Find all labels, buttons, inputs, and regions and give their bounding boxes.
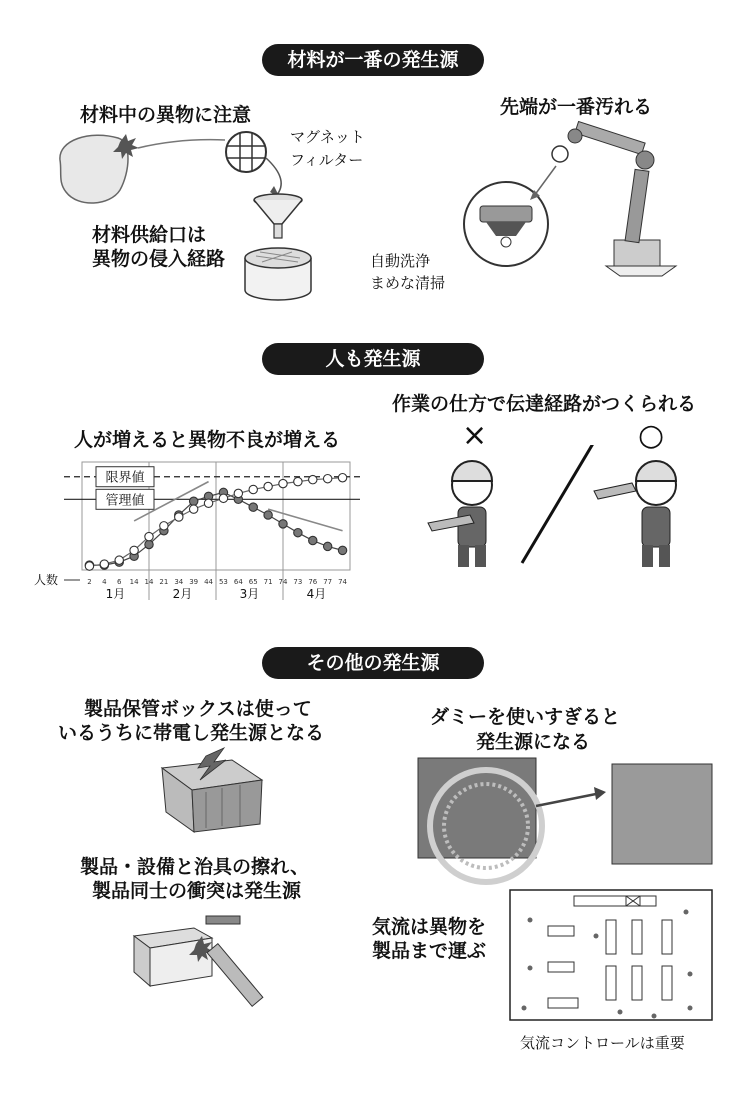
series-1-point — [279, 479, 287, 487]
caption-rub-line2: 製品同士の衝突は発生源 — [92, 880, 302, 902]
series-0-point — [189, 497, 197, 505]
defect-chart — [30, 452, 375, 612]
x-tick-label: 53 — [218, 578, 228, 586]
series-1-point — [85, 562, 93, 570]
zoom-arrow — [534, 166, 556, 196]
flow-arrow-1 — [138, 140, 225, 148]
section3-illustrations — [0, 740, 748, 1040]
caption-inlet-line1: 材料供給口は — [92, 224, 207, 246]
funnel-icon — [254, 194, 302, 238]
surface-photo — [612, 764, 712, 864]
mark-good: ○ — [638, 418, 665, 453]
series-0-point — [264, 511, 272, 519]
worker-bad-icon — [428, 461, 492, 567]
series-0-point — [338, 546, 346, 554]
series-1-point — [204, 499, 212, 507]
x-tick-label: 44 — [204, 578, 214, 586]
series-1-point — [115, 556, 123, 564]
series-1-point — [100, 560, 108, 568]
x-tick-label: 74 — [278, 578, 288, 586]
month-label: 2月 — [172, 587, 193, 601]
x-tick-label: 71 — [263, 578, 273, 586]
photo-arrow — [536, 794, 596, 806]
x-tick-label: 21 — [159, 578, 169, 586]
series-1-point — [189, 505, 197, 513]
x-tick-label: 4 — [102, 578, 107, 586]
series-1-point — [234, 489, 242, 497]
x-tick-label: 73 — [293, 578, 303, 586]
label-magnet-line2: フィルター — [290, 151, 364, 169]
worker-good-icon — [594, 461, 676, 567]
section1-title: 材料が一番の発生源 — [262, 44, 484, 76]
reference-label: 管理値 — [105, 493, 145, 509]
series-1-point — [294, 477, 302, 485]
magnet-filter-icon — [226, 132, 266, 172]
x-tick-label: 39 — [189, 578, 199, 586]
caption-air-line2: 製品まで運ぶ — [372, 940, 487, 962]
material-blob-icon — [60, 135, 128, 203]
caption-clean-line1: 自動洗浄 — [370, 252, 431, 270]
section2-title: 人も発生源 — [262, 343, 484, 375]
section3-title: その他の発生源 — [262, 647, 484, 679]
caption-clean-line2: まめな清掃 — [370, 274, 446, 292]
label-magnet-line1: マグネット — [290, 128, 365, 146]
caption-rub-line1: 製品・設備と治具の擦れ、 — [80, 856, 310, 878]
air-flow-layout — [510, 890, 712, 1020]
caption-dummy-line1: ダミーを使いすぎると — [430, 706, 621, 728]
caption-air-control: 気流コントロールは重要 — [520, 1034, 685, 1052]
caption-work-method: 作業の仕方で伝達経路がつくられる — [392, 393, 697, 415]
caption-air-line1: 気流は異物を — [372, 916, 487, 938]
series-0-point — [249, 503, 257, 511]
x-tick-label: 6 — [116, 578, 122, 586]
series-1-point — [175, 513, 183, 521]
caption-tip-dirty: 先端が一番汚れる — [500, 96, 653, 118]
series-1-point — [338, 474, 346, 482]
x-tick-label: 77 — [323, 578, 333, 586]
section1-illustrations — [0, 0, 748, 320]
series-1-point — [219, 494, 227, 502]
mark-bad: × — [462, 418, 488, 453]
series-0-point — [145, 540, 153, 548]
x-tick-label: 64 — [233, 578, 243, 586]
series-0-point — [309, 536, 317, 544]
worker-illustrations — [420, 445, 720, 585]
caption-chart: 人が増えると異物不良が増える — [74, 429, 341, 451]
series-1-point — [309, 475, 317, 483]
trend-arrow-down — [268, 509, 342, 531]
month-label: 4月 — [306, 587, 327, 601]
month-label: 1月 — [105, 587, 126, 601]
series-1-point — [130, 546, 138, 554]
divider-slash — [522, 445, 610, 563]
series-1-point — [249, 485, 257, 493]
caption-box-line2: いるうちに帯電し発生源となる — [58, 722, 325, 744]
reference-label: 限界値 — [105, 470, 145, 486]
series-1-point — [323, 474, 331, 482]
material-drum-icon — [245, 248, 311, 300]
x-tick-label: 2 — [87, 578, 92, 586]
robot-arm-icon — [568, 121, 676, 276]
caption-box-line1: 製品保管ボックスは使って — [84, 698, 312, 720]
caption-dummy-line2: 発生源になる — [476, 731, 591, 753]
series-0-point — [323, 542, 331, 550]
x-tick-label: 14 — [144, 578, 154, 586]
series-0-point — [279, 520, 287, 528]
series-1-point — [160, 522, 168, 530]
rubbing-jig-icon — [134, 916, 263, 1006]
caption-inlet-line2: 異物の侵入経路 — [92, 248, 226, 270]
x-tick-label: 74 — [338, 578, 348, 586]
series-1-point — [145, 532, 153, 540]
series-0-point — [294, 528, 302, 536]
x-row-label: 人数 — [34, 573, 59, 587]
month-label: 3月 — [239, 587, 260, 601]
x-tick-label: 76 — [308, 578, 318, 586]
series-1-point — [264, 482, 272, 490]
x-tick-label: 14 — [129, 578, 139, 586]
caption-foreign-matter: 材料中の異物に注意 — [80, 104, 252, 126]
x-tick-label: 65 — [248, 578, 258, 586]
x-tick-label: 34 — [174, 578, 184, 586]
